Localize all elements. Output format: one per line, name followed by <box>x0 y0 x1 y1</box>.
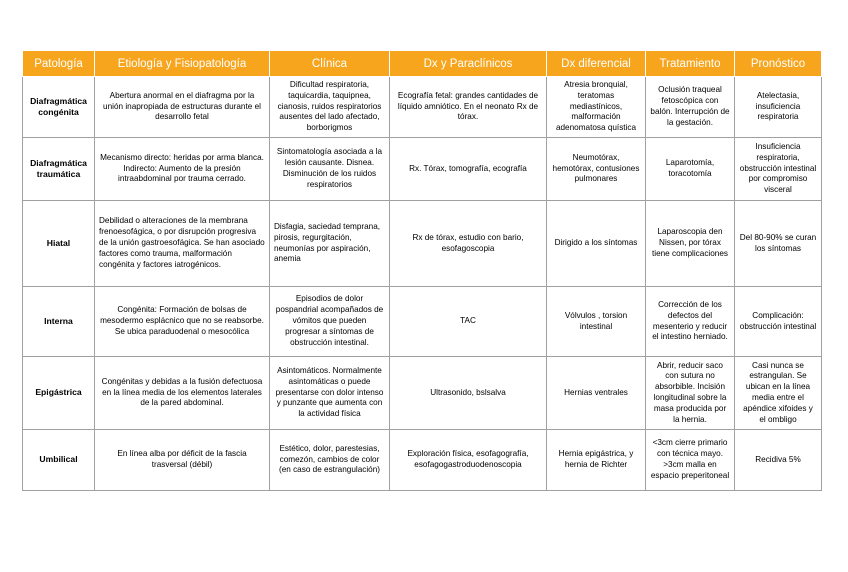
cell-patologia: Interna <box>23 287 95 357</box>
header-patologia: Patología <box>23 51 95 77</box>
header-dx: Dx y Paraclínicos <box>390 51 547 77</box>
cell-dx: Rx. Tórax, tomografía, ecografía <box>390 138 547 201</box>
cell-pronostico: Recidiva 5% <box>735 430 822 491</box>
cell-tratamiento: Laparoscopia den Nissen, por tórax tiene complicaciones <box>646 201 735 287</box>
cell-etiologia: Abertura anormal en el diafragma por la unión inapropiada de estructuras durante el desarrollo fetal <box>95 77 270 138</box>
cell-clinica: Estético, dolor, parestesias, comezón, cambios de color (en caso de estrangulación) <box>270 430 390 491</box>
cell-tratamiento: Abrir, reducir saco con sutura no absorbible. Incisión longitudinal sobre la masa producida por la hernia. <box>646 357 735 430</box>
header-row <box>23 51 822 77</box>
table-row <box>23 201 822 287</box>
table-row <box>23 138 822 201</box>
cell-tratamiento: Corrección de los defectos del mesenterio y reducir el intestino herniado. <box>646 287 735 357</box>
cell-tratamiento: Oclusión traqueal fetoscópica con balón. Interrupción de la gestación. <box>646 77 735 138</box>
cell-dx: Rx de tórax, estudio con bario, esofagoscopia <box>390 201 547 287</box>
cell-etiologia: Congénitas y debidas a la fusión defectuosa en la línea media de los elementos laterales de la pared abdominal. <box>95 357 270 430</box>
cell-pronostico: Atelectasia, insuficiencia respiratoria <box>735 77 822 138</box>
cell-dx-diferencial: Hernia epigástrica, y hernia de Richter <box>547 430 646 491</box>
cell-clinica: Episodios de dolor pospandrial acompañados de vómitos que pueden progresar a síntomas de obstrucción intestinal. <box>270 287 390 357</box>
header-pronostico: Pronóstico <box>735 51 822 77</box>
cell-clinica: Sintomatología asociada a la lesión causante. Disnea. Disminución de los ruidos respiratorios <box>270 138 390 201</box>
cell-pronostico: Insuficiencia respiratoria, obstrucción intestinal por compromiso visceral <box>735 138 822 201</box>
cell-clinica: Disfagia, saciedad temprana, pirosis, regurgitación, neumonías por aspiración, anemia <box>270 201 390 287</box>
cell-patologia: Epigástrica <box>23 357 95 430</box>
cell-patologia: Hiatal <box>23 201 95 287</box>
cell-dx: Exploración física, esofagografía, esofagogastroduodenoscopia <box>390 430 547 491</box>
table-row <box>23 287 822 357</box>
pathology-table <box>22 50 822 491</box>
table-row <box>23 77 822 138</box>
cell-patologia: Diafragmática traumática <box>23 138 95 201</box>
cell-pronostico: Complicación: obstrucción intestinal <box>735 287 822 357</box>
cell-dx-diferencial: Hernias ventrales <box>547 357 646 430</box>
cell-pronostico: Casi nunca se estrangulan. Se ubican en la línea media entre el apéndice xifoides y el ombligo <box>735 357 822 430</box>
cell-etiologia: Congénita: Formación de bolsas de mesodermo esplácnico que no se reabsorbe. Se ubica paraduodenal o mesocólica <box>95 287 270 357</box>
cell-dx-diferencial: Neumotórax, hemotórax, contusiones pulmonares <box>547 138 646 201</box>
table-row <box>23 430 822 491</box>
cell-clinica: Asintomáticos. Normalmente asintomáticas o puede presentarse con dolor intenso y punzante que aumenta con la actividad física <box>270 357 390 430</box>
cell-dx: TAC <box>390 287 547 357</box>
cell-dx-diferencial: Vólvulos , torsion intestinal <box>547 287 646 357</box>
table-row <box>23 357 822 430</box>
cell-dx: Ecografía fetal: grandes cantidades de líquido amniótico. En el neonato Rx de tórax. <box>390 77 547 138</box>
header-etiologia: Etiología y Fisiopatología <box>95 51 270 77</box>
header-dx-diferencial: Dx diferencial <box>547 51 646 77</box>
cell-etiologia: Mecanismo directo: heridas por arma blanca. Indirecto: Aumento de la presión intraabdominal por trauma cerrado. <box>95 138 270 201</box>
header-clinica: Clínica <box>270 51 390 77</box>
cell-patologia: Diafragmática congénita <box>23 77 95 138</box>
cell-dx-diferencial: Atresia bronquial, teratomas mediastínicos, malformación adenomatosa quística <box>547 77 646 138</box>
cell-tratamiento: <3cm cierre primario con técnica mayo. >3cm malla en espacio preperitoneal <box>646 430 735 491</box>
cell-patologia: Umbilical <box>23 430 95 491</box>
cell-dx: Ultrasonido, bslsalva <box>390 357 547 430</box>
cell-clinica: Dificultad respiratoria, taquicardia, taquipnea, cianosis, ruidos respiratorios ausentes del lado afectado, borborigmos <box>270 77 390 138</box>
cell-dx-diferencial: Dirigido a los síntomas <box>547 201 646 287</box>
header-tratamiento: Tratamiento <box>646 51 735 77</box>
cell-pronostico: Del 80-90% se curan los síntomas <box>735 201 822 287</box>
cell-tratamiento: Laparotomía, toracotomía <box>646 138 735 201</box>
cell-etiologia: En línea alba por déficit de la fascia trasversal (débil) <box>95 430 270 491</box>
cell-etiologia: Debilidad o alteraciones de la membrana frenoesofágica, o por disrupción progresiva de la unión gastroesofágica. Se han asociado factores como trauma, malformación congénita y factores iatrogénicos. <box>95 201 270 287</box>
